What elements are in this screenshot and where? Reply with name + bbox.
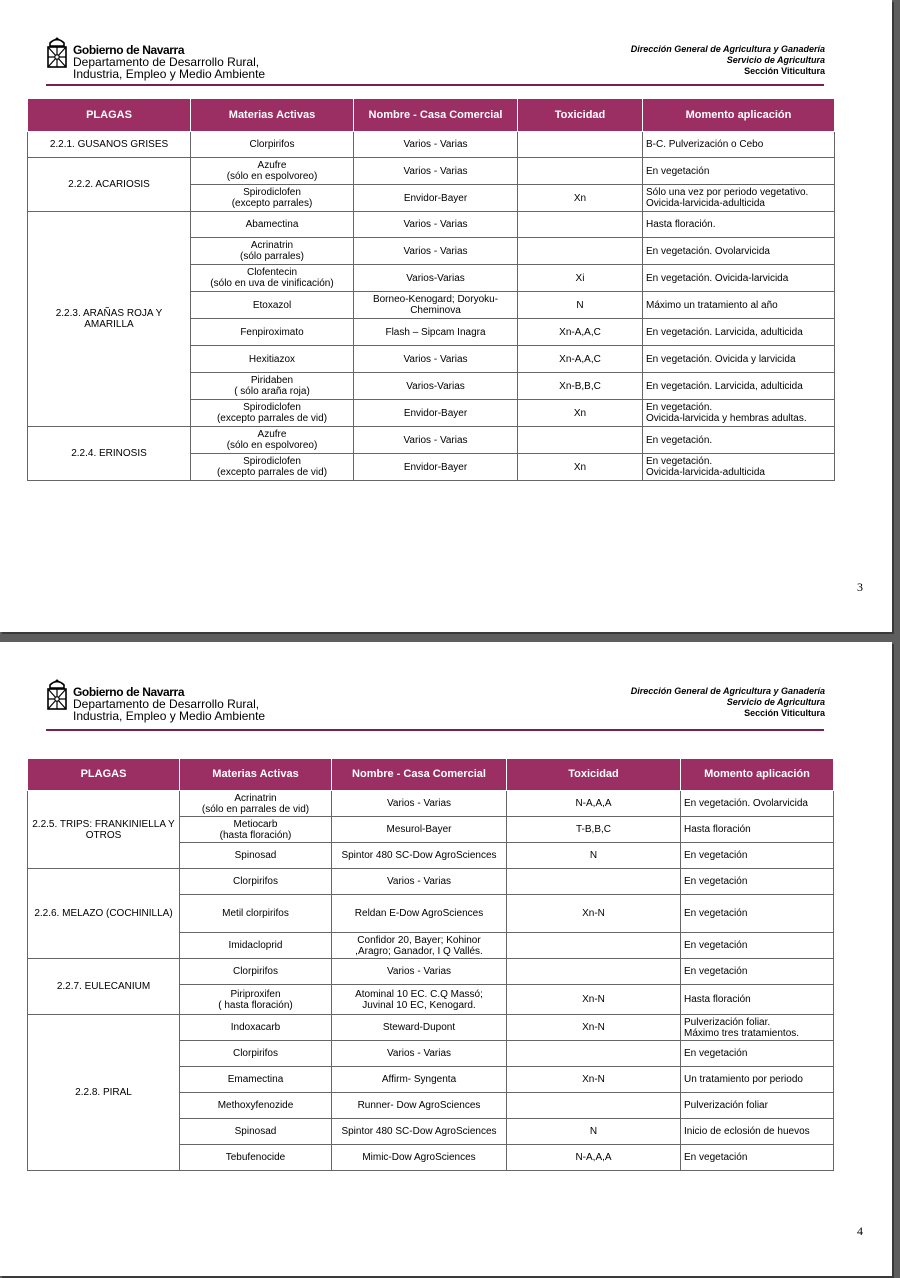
col-header-nombre: Nombre - Casa Comercial — [354, 99, 518, 132]
nombre-cell: Mesurol-Bayer — [332, 817, 507, 843]
toxicidad-cell: Xn-A,A,C — [518, 346, 643, 373]
logo-title: Gobierno de Navarra — [73, 43, 185, 57]
plaga-cell: 2.2.1. GUSANOS GRISES — [28, 132, 191, 158]
document-page-3 — [0, 0, 892, 632]
toxicidad-cell: Xn-A,A,C — [518, 319, 643, 346]
materia-cell: Clorpirifos — [180, 869, 332, 895]
momento-cell: En vegetación. Ovolarvicida — [681, 791, 834, 817]
department-heading — [631, 686, 825, 719]
dept-direccion: Dirección General de Agricultura y Ganadería — [630, 686, 825, 696]
logo-department-cont: Industria, Empleo y Medio Ambiente — [73, 709, 266, 723]
department-heading — [631, 44, 825, 77]
header-rule — [46, 729, 824, 731]
momento-cell: Hasta floración. — [643, 212, 835, 238]
nombre-cell: Spintor 480 SC-Dow AgroSciences — [332, 1119, 507, 1145]
momento-cell: En vegetación — [681, 1041, 834, 1067]
materia-cell: Spirodiclofen (excepto parrales) — [191, 185, 354, 212]
nombre-cell: Borneo-Kenogard; Doryoku-Cheminova — [354, 292, 518, 319]
col-header-plagas: PLAGAS — [28, 99, 191, 132]
nombre-cell: Varios - Varias — [332, 791, 507, 817]
materia-cell: Acrinatrin (sólo parrales) — [191, 238, 354, 265]
materia-cell: Clorpirifos — [191, 132, 354, 158]
plagas-table-page4 — [27, 758, 834, 1171]
momento-cell: B-C. Pulverización o Cebo — [643, 132, 835, 158]
momento-cell: Un tratamiento por periodo — [681, 1067, 834, 1093]
plaga-cell: 2.2.8. PIRAL — [28, 1015, 180, 1171]
toxicidad-cell — [507, 959, 681, 985]
nombre-cell: Steward-Dupont — [332, 1015, 507, 1041]
table-row — [28, 132, 835, 158]
plagas-table-page3 — [27, 98, 835, 481]
materia-cell: Azufre (sólo en espolvoreo) — [191, 158, 354, 185]
table-row — [28, 158, 835, 185]
materia-cell: Clofentecin (sólo en uva de vinificación) — [191, 265, 354, 292]
momento-cell: Hasta floración — [681, 985, 834, 1015]
dept-servicio: Servicio de Agricultura — [726, 55, 825, 65]
col-header-materias: Materias Activas — [191, 99, 354, 132]
nombre-cell: Varios-Varias — [354, 265, 518, 292]
document-page-4 — [0, 642, 892, 1276]
plaga-cell: 2.2.7. EULECANIUM — [28, 959, 180, 1015]
table-row — [28, 1015, 834, 1041]
dept-seccion: Sección Viticultura — [744, 66, 825, 76]
logo-department-cont: Industria, Empleo y Medio Ambiente — [73, 67, 266, 81]
toxicidad-cell — [507, 869, 681, 895]
table-row — [28, 427, 835, 454]
materia-cell: Tebufenocide — [180, 1145, 332, 1171]
logo-department: Departamento de Desarrollo Rural, — [73, 55, 260, 69]
table-row — [28, 791, 834, 817]
header-rule — [46, 84, 824, 86]
momento-cell: En vegetación — [681, 933, 834, 959]
navarra-crest-icon — [46, 678, 68, 712]
momento-cell: En vegetación. Ovolarvicida — [643, 238, 835, 265]
momento-cell: En vegetación — [681, 1145, 834, 1171]
nombre-cell: Flash – Sipcam Inagra — [354, 319, 518, 346]
materia-cell: Clorpirifos — [180, 959, 332, 985]
nombre-cell: Varios - Varias — [354, 427, 518, 454]
materia-cell: Spinosad — [180, 843, 332, 869]
materia-cell: Acrinatrin (sólo en parrales de vid) — [180, 791, 332, 817]
nombre-cell: Spintor 480 SC-Dow AgroSciences — [332, 843, 507, 869]
table-row — [28, 212, 835, 238]
toxicidad-cell: N — [507, 843, 681, 869]
toxicidad-cell: Xn-N — [507, 985, 681, 1015]
plaga-cell: 2.2.5. TRIPS: FRANKINIELLA Y OTROS — [28, 791, 180, 869]
table-row — [28, 959, 834, 985]
col-header-plagas: PLAGAS — [28, 759, 180, 791]
materia-cell: Methoxyfenozide — [180, 1093, 332, 1119]
toxicidad-cell: Xn — [518, 400, 643, 427]
nombre-cell: Varios - Varias — [354, 132, 518, 158]
toxicidad-cell: Xn — [518, 454, 643, 481]
col-header-momento: Momento aplicación — [643, 99, 835, 132]
momento-cell: En vegetación — [681, 843, 834, 869]
materia-cell: Imidacloprid — [180, 933, 332, 959]
toxicidad-cell: Xn-N — [507, 895, 681, 933]
toxicidad-cell: N — [518, 292, 643, 319]
toxicidad-cell: Xi — [518, 265, 643, 292]
momento-cell: En vegetación. Ovicida y larvicida — [643, 346, 835, 373]
momento-cell: Sólo una vez por periodo vegetativo. Ovicida-larvicida-adulticida — [643, 185, 835, 212]
materia-cell: Indoxacarb — [180, 1015, 332, 1041]
nombre-cell: Envidor-Bayer — [354, 400, 518, 427]
momento-cell: En vegetación. Larvicida, adulticida — [643, 319, 835, 346]
logo-department: Departamento de Desarrollo Rural, — [73, 697, 260, 711]
nombre-cell: Reldan E-Dow AgroSciences — [332, 895, 507, 933]
momento-cell: En vegetación. Ovicida-larvicida-adulticida — [643, 454, 835, 481]
col-header-nombre: Nombre - Casa Comercial — [332, 759, 507, 791]
col-header-toxicidad: Toxicidad — [518, 99, 643, 132]
toxicidad-cell: N-A,A,A — [507, 1145, 681, 1171]
nombre-cell: Affirm- Syngenta — [332, 1067, 507, 1093]
materia-cell: Metil clorpirifos — [180, 895, 332, 933]
nombre-cell: Varios - Varias — [332, 869, 507, 895]
momento-cell: Pulverización foliar. Máximo tres tratamientos. — [681, 1015, 834, 1041]
dept-servicio: Servicio de Agricultura — [726, 697, 825, 707]
toxicidad-cell — [507, 1041, 681, 1067]
momento-cell: En vegetación. Ovicida-larvicida — [643, 265, 835, 292]
nombre-cell: Atominal 10 EC. C.Q Massó; Juvinal 10 EC, Kenogard. — [332, 985, 507, 1015]
plaga-cell: 2.2.3. ARAÑAS ROJA Y AMARILLA — [28, 212, 191, 427]
logo-title: Gobierno de Navarra — [73, 685, 185, 699]
toxicidad-cell — [518, 212, 643, 238]
col-header-momento: Momento aplicación — [681, 759, 834, 791]
materia-cell: Piridaben ( sólo araña roja) — [191, 373, 354, 400]
momento-cell: Hasta floración — [681, 817, 834, 843]
nombre-cell: Varios - Varias — [332, 959, 507, 985]
momento-cell: En vegetación. — [643, 427, 835, 454]
momento-cell: Inicio de eclosión de huevos — [681, 1119, 834, 1145]
momento-cell: En vegetación. Larvicida, adulticida — [643, 373, 835, 400]
materia-cell: Fenpiroximato — [191, 319, 354, 346]
plaga-cell: 2.2.6. MELAZO (COCHINILLA) — [28, 869, 180, 959]
momento-cell: Máximo un tratamiento al año — [643, 292, 835, 319]
toxicidad-cell — [518, 427, 643, 454]
toxicidad-cell: N — [507, 1119, 681, 1145]
dept-seccion: Sección Viticultura — [744, 708, 825, 718]
materia-cell: Metiocarb (hasta floración) — [180, 817, 332, 843]
plaga-cell: 2.2.2. ACARIOSIS — [28, 158, 191, 212]
toxicidad-cell: Xn-N — [507, 1015, 681, 1041]
nombre-cell: Varios - Varias — [354, 346, 518, 373]
nombre-cell: Envidor-Bayer — [354, 454, 518, 481]
momento-cell: En vegetación. Ovicida-larvicida y hembras adultas. — [643, 400, 835, 427]
dept-direccion: Dirección General de Agricultura y Ganadería — [630, 44, 825, 54]
materia-cell: Abamectina — [191, 212, 354, 238]
toxicidad-cell: Xn — [518, 185, 643, 212]
materia-cell: Spinosad — [180, 1119, 332, 1145]
toxicidad-cell — [518, 158, 643, 185]
materia-cell: Piriproxifen ( hasta floración) — [180, 985, 332, 1015]
momento-cell: Pulverización foliar — [681, 1093, 834, 1119]
materia-cell: Hexitiazox — [191, 346, 354, 373]
materia-cell: Clorpirifos — [180, 1041, 332, 1067]
page-number: 3 — [857, 580, 863, 594]
toxicidad-cell — [518, 238, 643, 265]
navarra-crest-icon — [46, 36, 68, 70]
nombre-cell: Varios - Varias — [354, 238, 518, 265]
momento-cell: En vegetación — [643, 158, 835, 185]
nombre-cell: Envidor-Bayer — [354, 185, 518, 212]
toxicidad-cell — [518, 132, 643, 158]
plaga-cell: 2.2.4. ERINOSIS — [28, 427, 191, 481]
nombre-cell: Mimic-Dow AgroSciences — [332, 1145, 507, 1171]
materia-cell: Etoxazol — [191, 292, 354, 319]
materia-cell: Emamectina — [180, 1067, 332, 1093]
col-header-toxicidad: Toxicidad — [507, 759, 681, 791]
materia-cell: Azufre (sólo en espolvoreo) — [191, 427, 354, 454]
materia-cell: Spirodiclofen (excepto parrales de vid) — [191, 454, 354, 481]
momento-cell: En vegetación — [681, 869, 834, 895]
toxicidad-cell: T-B,B,C — [507, 817, 681, 843]
momento-cell: En vegetación — [681, 959, 834, 985]
col-header-materias: Materias Activas — [180, 759, 332, 791]
materia-cell: Spirodiclofen (excepto parrales de vid) — [191, 400, 354, 427]
toxicidad-cell — [507, 1093, 681, 1119]
nombre-cell: Varios-Varias — [354, 373, 518, 400]
page-number: 4 — [857, 1224, 863, 1238]
momento-cell: En vegetación — [681, 895, 834, 933]
nombre-cell: Varios - Varias — [354, 212, 518, 238]
table-row — [28, 869, 834, 895]
nombre-cell: Confidor 20, Bayer; Kohinor ,Aragro; Ganador, I Q Vallés. — [332, 933, 507, 959]
toxicidad-cell: Xn-N — [507, 1067, 681, 1093]
nombre-cell: Runner- Dow AgroSciences — [332, 1093, 507, 1119]
nombre-cell: Varios - Varias — [332, 1041, 507, 1067]
toxicidad-cell: Xn-B,B,C — [518, 373, 643, 400]
toxicidad-cell — [507, 933, 681, 959]
toxicidad-cell: N-A,A,A — [507, 791, 681, 817]
nombre-cell: Varios - Varias — [354, 158, 518, 185]
